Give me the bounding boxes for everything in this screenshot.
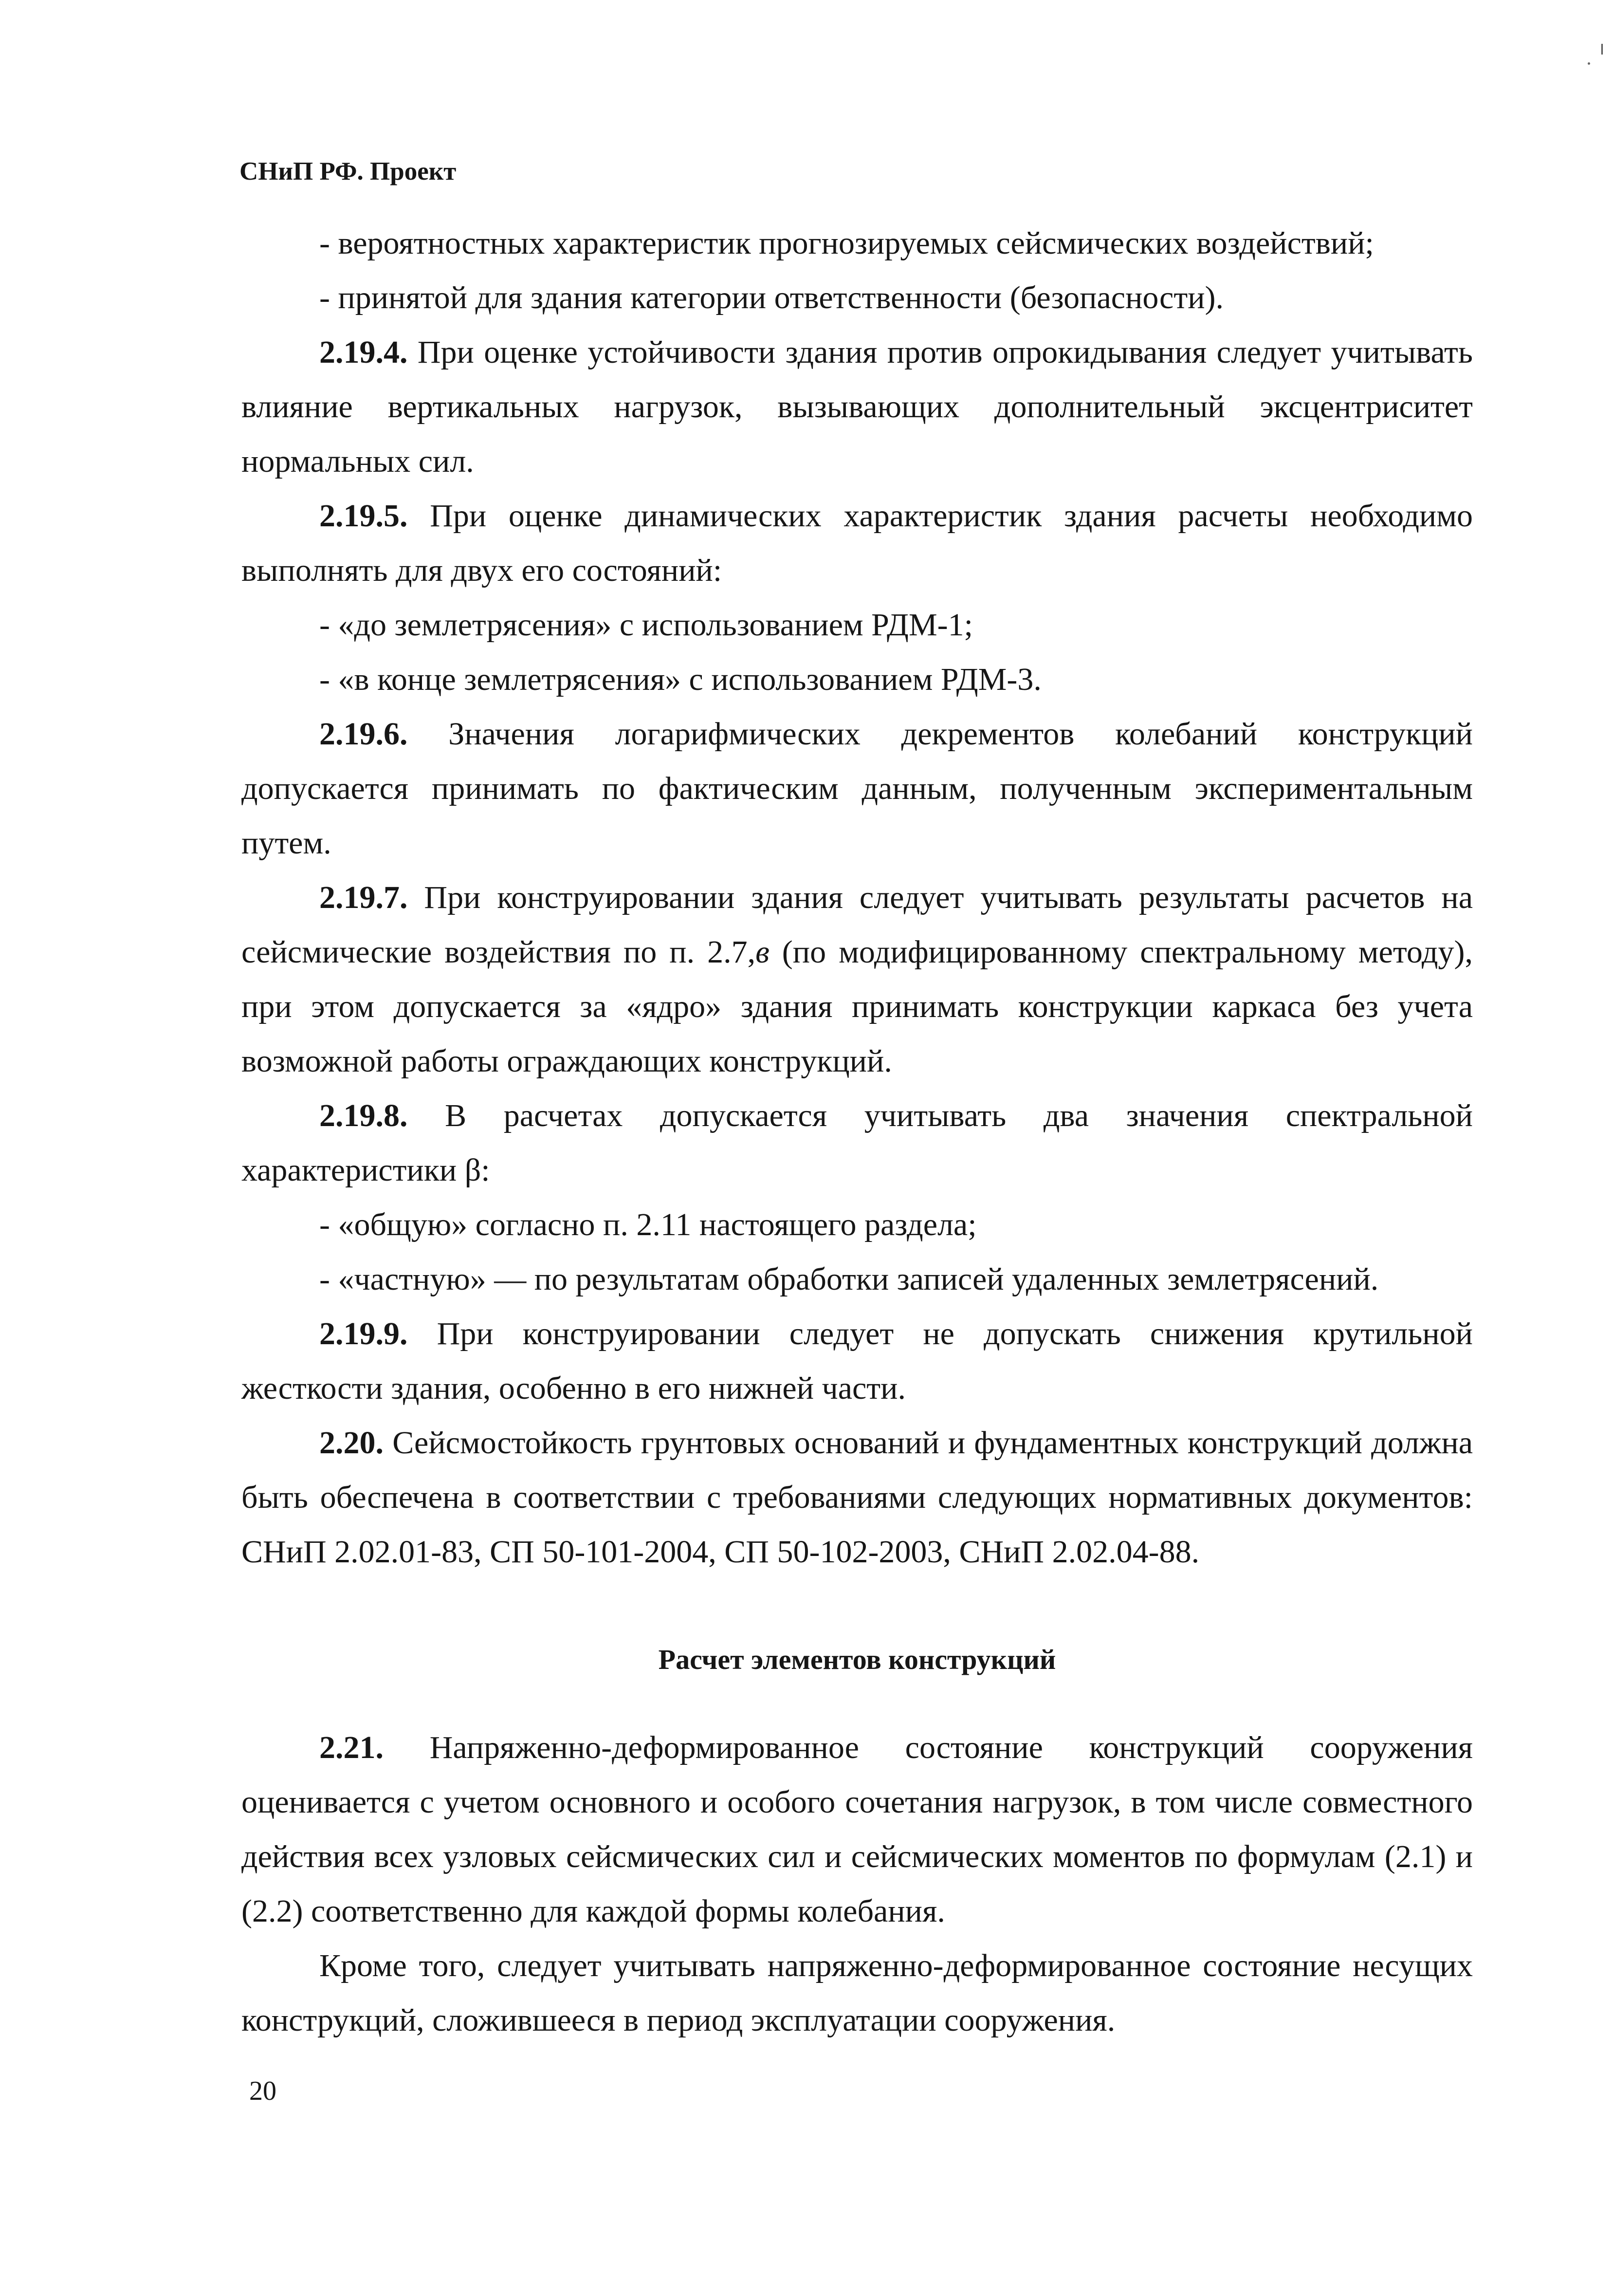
list-item: - «в конце землетрясения» с использованием РДМ-3. <box>319 662 1042 697</box>
clause-2-19-6 <box>241 707 1473 870</box>
clause-number: 2.19.7. <box>319 880 408 915</box>
scan-mark <box>1601 44 1603 55</box>
list-item: - принятой для здания категории ответственности (безопасности). <box>319 280 1224 315</box>
clause-2-19-8 <box>241 1089 1473 1198</box>
clause-number: 2.19.5. <box>319 498 408 534</box>
clause-text: Напряженно-деформированное состояние конструкций сооружения оценивается с учетом основного и особого сочетания нагрузок, в том числе совместного действия всех узловых сейсмических сил и сейсмических моментов по формулам (2.1) и (2.2) соответственно для каждой формы колебания. <box>241 1730 1473 1929</box>
clause-2-19-9 <box>241 1307 1473 1416</box>
list-item: - «до землетрясения» с использованием РДМ-1; <box>319 607 973 643</box>
clause-text: При оценке динамических характеристик здания расчеты необходимо выполнять для двух его состояний: <box>241 498 1473 588</box>
clause-2-19-5 <box>241 489 1473 598</box>
clause-number: 2.19.6. <box>319 716 408 752</box>
clause-text: (по модифицированному спектральному методу), при этом допускается за «ядро» здания принимать конструкции каркаса без учета возможной работы ограждающих конструкций. <box>241 934 1473 1079</box>
clause-text: При конструировании здания следует учитывать результаты расчетов на сейсмические воздействия по п. 2.7, <box>241 880 1473 970</box>
clause-text-italic: в <box>755 934 770 970</box>
clause-2-20 <box>241 1416 1473 1579</box>
clause-number: 2.21. <box>319 1730 384 1765</box>
list-item: - «частную» — по результатам обработки записей удаленных землетрясений. <box>319 1261 1379 1297</box>
clause-text: В расчетах допускается учитывать два значения спектральной характеристики β: <box>241 1098 1473 1188</box>
clause-number: 2.19.4. <box>319 334 408 370</box>
clause-number: 2.20. <box>319 1425 384 1461</box>
paragraph: Кроме того, следует учитывать напряженно-деформированное состояние несущих конструкций, сложившееся в период эксплуатации сооружения. <box>241 1948 1473 2038</box>
scan-dot <box>1588 62 1590 65</box>
clause-2-19-4 <box>241 325 1473 489</box>
list-item: - вероятностных характеристик прогнозируемых сейсмических воздействий; <box>319 225 1374 261</box>
running-header: СНиП РФ. Проект <box>239 157 457 185</box>
section-heading: Расчет элементов конструкций <box>658 1644 1056 1675</box>
clause-text: Сейсмостойкость грунтовых оснований и фундаментных конструкций должна быть обеспечена в соответствии с требованиями следующих нормативных документов: СНиП 2.02.01-83, СП 50-101-2004, СП 50-102-2003, СНиП 2.02.04-88. <box>241 1425 1473 1570</box>
clause-text: Значения логарифмических декрементов колебаний конструкций допускается принимать по фактическим данным, полученным экспериментальным путем. <box>241 716 1473 861</box>
list-item: - «общую» согласно п. 2.11 настоящего раздела; <box>319 1207 977 1242</box>
clause-2-21 <box>241 1721 1473 1939</box>
page-number: 20 <box>249 2076 276 2106</box>
document-body <box>241 216 1473 2048</box>
clause-text: При оценке устойчивости здания против опрокидывания следует учитывать влияние вертикальных нагрузок, вызывающих дополнительный эксцентриситет нормальных сил. <box>241 334 1473 479</box>
clause-number: 2.19.8. <box>319 1098 408 1133</box>
clause-number: 2.19.9. <box>319 1316 408 1352</box>
clause-text: При конструировании следует не допускать снижения крутильной жесткости здания, особенно в его нижней части. <box>241 1316 1473 1406</box>
clause-2-19-7 <box>241 870 1473 1089</box>
